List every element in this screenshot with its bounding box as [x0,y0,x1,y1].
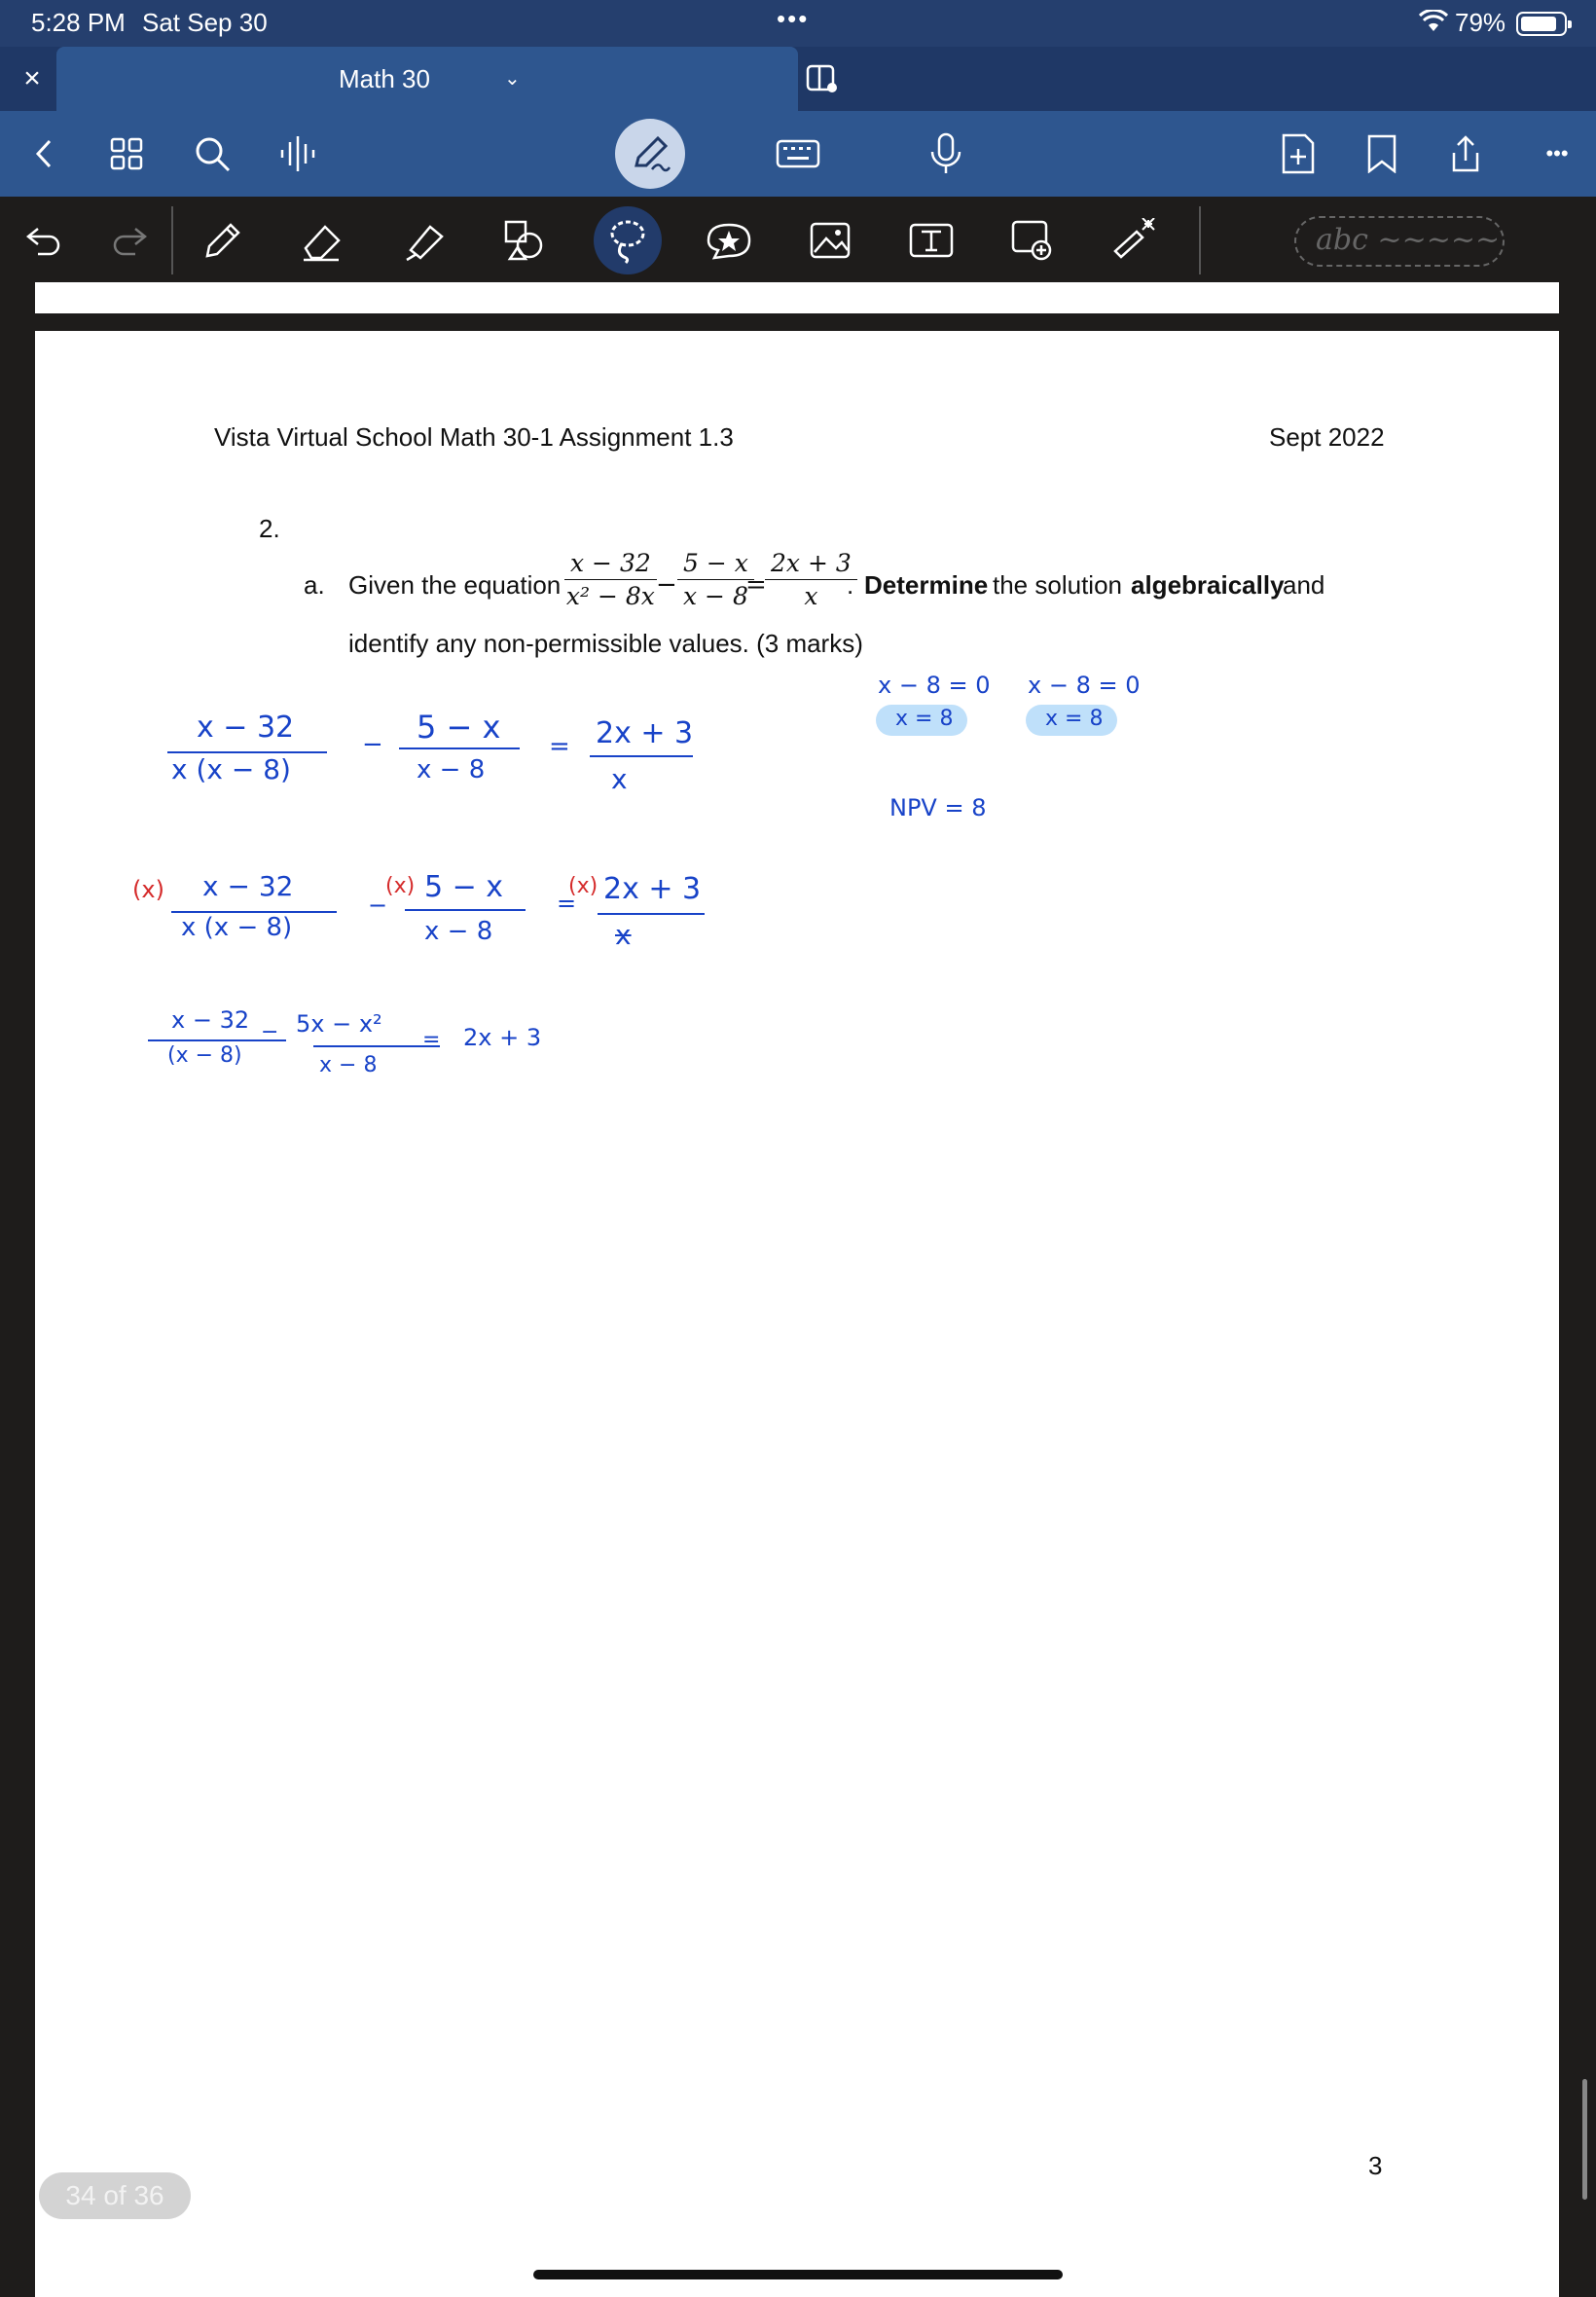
hw-line2-frac2-den: x − 8 [424,917,493,946]
eraser-tool-icon[interactable] [298,216,346,265]
fraction-denominator: x² − 8x [565,582,655,610]
hw-line2-frac3-den: x [615,919,632,951]
fraction-numerator: 5 − x [677,549,754,580]
equation-fraction-1 [564,549,657,610]
split-view-icon[interactable] [806,62,839,95]
algebraically-text: algebraically [1131,570,1285,600]
audio-recording-icon[interactable] [276,132,319,175]
thumbnails-grid-icon[interactable] [105,132,148,175]
hw-line1-minus: − [362,730,383,759]
minus-sign: − [656,570,677,600]
hw-line1-equals: = [549,732,570,761]
equation-fraction-2 [677,549,754,610]
question-number: 2. [259,514,280,543]
battery-icon [1516,12,1567,36]
undo-icon[interactable] [19,216,68,265]
hw-line2-frac3-num: 2x + 3 [603,872,702,906]
home-indicator[interactable] [533,2270,1063,2279]
elements-tool-icon[interactable] [1008,216,1057,265]
microphone-icon[interactable] [925,132,967,175]
more-options-icon[interactable]: ••• [1545,141,1569,165]
handwritten-npv-solution-1: x = 8 [895,707,954,731]
hw-line2-frac1-num: x − 32 [202,870,294,902]
hw-line2-equals: = [557,890,577,917]
the-solution-text: the solution [993,570,1122,600]
page-indicator[interactable]: 34 of 36 [39,2172,191,2219]
tab-math-30[interactable] [56,47,798,111]
handwriting-to-text-field[interactable]: abc ~~~~~ [1294,216,1505,267]
hw-line3-frac1-num: x − 32 [171,1006,250,1034]
hw-line3-equals: = [422,1028,441,1052]
redo-icon[interactable] [105,216,154,265]
bookmark-icon[interactable] [1360,132,1403,175]
highlighter-tool-icon[interactable] [401,216,450,265]
status-date: Sat Sep 30 [142,8,268,37]
hw-line1-frac1-den: x (x − 8) [171,753,291,785]
fraction-denominator: x [804,582,818,610]
hw-line2-minus: − [368,892,388,919]
toolbar-divider [1199,206,1201,274]
pen-mode-icon[interactable] [615,119,685,189]
lasso-tool-icon[interactable] [594,206,662,274]
part-label: a. [304,570,325,600]
hw-line3-rhs: 2x + 3 [463,1024,542,1051]
keyboard-icon[interactable] [775,132,821,175]
toolbar-divider [171,206,173,274]
status-time: 5:28 PM [31,8,126,37]
hw-line1-frac2-num: 5 − x [417,709,501,746]
hw-line1-frac2-den: x − 8 [417,755,486,784]
hw-line2-frac1-den: x (x − 8) [181,913,293,942]
status-bar [0,0,1596,47]
tab-title: Math 30 [339,64,430,93]
laser-pointer-icon[interactable] [1109,216,1158,265]
sticker-tool-icon[interactable] [705,216,753,265]
add-page-icon[interactable] [1277,132,1320,175]
handwritten-npv-solution-2: x = 8 [1045,707,1104,731]
app-toolbar [0,111,1596,197]
page-number: 3 [1368,2151,1383,2180]
determine-text: Determine [864,570,989,600]
multitasking-dots[interactable]: ••• [777,4,810,33]
text-tool-icon[interactable] [907,216,956,265]
instruction-period: . [847,570,854,600]
search-icon[interactable] [191,132,234,175]
fraction-numerator: x − 32 [564,549,657,580]
tab-bar [0,47,1596,111]
close-icon[interactable]: × [23,62,41,94]
battery-percentage: 79% [1455,8,1506,37]
chevron-down-icon[interactable]: ⌄ [504,68,521,90]
handwritten-npv-label: NPV = 8 [889,794,987,821]
fraction-bar [405,909,526,911]
fraction-numerator: 2x + 3 [765,549,857,580]
handwritten-npv-equation-2: x − 8 = 0 [1028,672,1141,699]
image-tool-icon[interactable] [806,216,854,265]
shapes-tool-icon[interactable] [500,216,549,265]
instruction-line-2: identify any non-permissible values. (3 marks) [348,629,863,658]
previous-page-bottom [35,282,1559,313]
scrollbar[interactable] [1582,2079,1587,2200]
hw-line3-minus: − [261,1020,279,1044]
fraction-denominator: x − 8 [683,582,748,610]
share-icon[interactable] [1444,132,1487,175]
fraction-bar [598,913,705,915]
doc-header-date: Sept 2022 [1269,422,1385,452]
doc-header-title: Vista Virtual School Math 30-1 Assignment 1.3 [214,422,734,452]
fraction-bar [313,1045,440,1047]
hw-line2-multiplier-1: (x) [132,876,164,903]
equals-sign: = [745,570,767,600]
hw-line2-multiplier-3: (x) [568,874,598,898]
pen-tool-icon[interactable] [199,216,247,265]
fraction-bar [399,747,520,749]
and-text: and [1283,570,1325,600]
hw-line1-frac3-den: x [611,763,628,795]
fraction-bar [590,755,693,757]
drawing-toolbar [0,197,1596,282]
hw-line1-frac3-num: 2x + 3 [596,716,694,750]
given-text: Given the equation [348,570,562,600]
hw-line3-frac2-den: x − 8 [319,1053,378,1077]
wifi-icon [1419,10,1448,38]
hw-line2-frac2-num: 5 − x [424,870,504,904]
document-page[interactable] [35,331,1559,2297]
hw-line3-frac1-den: (x − 8) [167,1043,242,1068]
hw-line3-frac2-num: 5x − x² [296,1010,382,1038]
handwritten-npv-equation-1: x − 8 = 0 [878,672,991,699]
back-icon[interactable] [23,132,66,175]
hw-line2-multiplier-2: (x) [385,874,416,898]
hw-line1-frac1-num: x − 32 [197,711,295,745]
equation-fraction-3 [765,549,857,610]
